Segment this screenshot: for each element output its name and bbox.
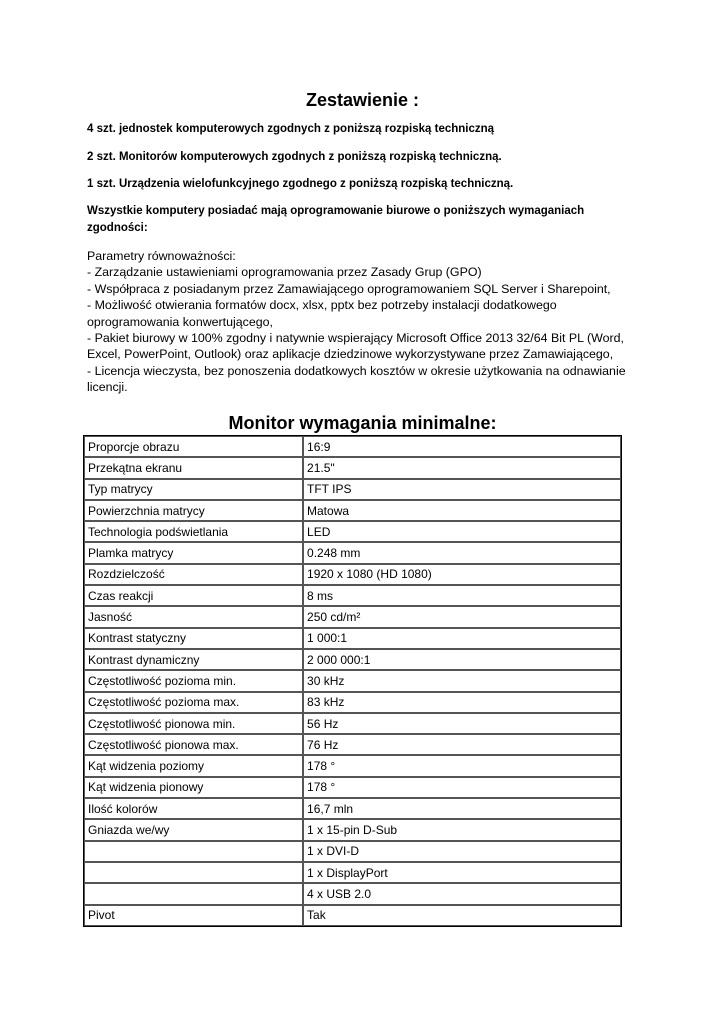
params-line: - Możliwość otwierania formatów docx, xlsx, pptx bez potrzeby instalacji dodatkowego [87, 298, 557, 313]
spec-value: Tak [303, 905, 621, 926]
table-row [84, 734, 621, 755]
table-row [84, 436, 621, 457]
monitor-spec-table [83, 435, 622, 927]
table-row [84, 777, 621, 798]
spec-value: LED [303, 521, 621, 542]
params-line: Parametry równoważności: [87, 249, 236, 263]
spec-value: 30 kHz [303, 670, 621, 691]
table-row [84, 542, 621, 563]
table-row [84, 479, 621, 500]
table-row [84, 457, 621, 478]
spec-value: 76 Hz [303, 734, 621, 755]
table-row [84, 862, 621, 883]
table-row [84, 564, 621, 585]
table-row [84, 692, 621, 713]
params-line: - Współpraca z posiadanym przez Zamawiającego oprogramowaniem SQL Server i Sharepoint, [87, 281, 611, 296]
equivalence-parameters [87, 248, 632, 396]
spec-value: TFT IPS [303, 479, 621, 500]
spec-value: 250 cd/m² [303, 606, 621, 627]
table-row [84, 819, 621, 840]
spec-name: Częstotliwość pozioma min. [84, 670, 303, 691]
spec-name: Ilość kolorów [84, 798, 303, 819]
spec-value: 2 000 000:1 [303, 649, 621, 670]
item-computers: 4 szt. jednostek komputerowych zgodnych z poniższą rozpiską techniczną [87, 123, 495, 135]
spec-name: Częstotliwość pozioma max. [84, 692, 303, 713]
spec-value: 21.5" [303, 457, 621, 478]
spec-name: Jasność [84, 606, 303, 627]
spec-name: Kąt widzenia poziomy [84, 755, 303, 776]
table-row [84, 905, 621, 926]
monitor-section-title: Monitor wymagania minimalne: [228, 413, 497, 433]
params-line: Excel, PowerPoint, Outlook) oraz aplikacje dziedzinowe wykorzystywane przez Zamawiającego, [87, 347, 614, 362]
table-row [84, 628, 621, 649]
spec-name: Rozdzielczość [84, 564, 303, 585]
spec-name: Proporcje obrazu [84, 436, 303, 457]
spec-name: Częstotliwość pionowa min. [84, 713, 303, 734]
params-line: - Zarządzanie ustawieniami oprogramowania przez Zasady Grup (GPO) [87, 265, 482, 280]
spec-name: Pivot [84, 905, 303, 926]
spec-value: 0.248 mm [303, 542, 621, 563]
item-multifunction-device: 1 szt. Urządzenia wielofunkcyjnego zgodnego z poniższą rozpiską techniczną. [87, 178, 514, 190]
spec-value: 16:9 [303, 436, 621, 457]
spec-value: 56 Hz [303, 713, 621, 734]
params-line: oprogramowania konwertującego, [87, 314, 273, 329]
spec-value: 1920 x 1080 (HD 1080) [303, 564, 621, 585]
spec-value: 8 ms [303, 585, 621, 606]
spec-value: 1 x DisplayPort [303, 862, 621, 883]
spec-name: Kontrast dynamiczny [84, 649, 303, 670]
spec-name: Typ matrycy [84, 479, 303, 500]
table-row [84, 883, 621, 904]
spec-name: Kontrast statyczny [84, 628, 303, 649]
spec-name: Gniazda we/wy [84, 819, 303, 840]
table-row [84, 606, 621, 627]
spec-value: 1 x 15-pin D-Sub [303, 819, 621, 840]
table-row [84, 713, 621, 734]
table-row [84, 585, 621, 606]
table-row [84, 798, 621, 819]
spec-value: 16,7 mln [303, 798, 621, 819]
spec-value: 1 000:1 [303, 628, 621, 649]
spec-name [84, 841, 303, 862]
spec-value: 178 ° [303, 755, 621, 776]
spec-value: 178 ° [303, 777, 621, 798]
spec-name: Przekątna ekranu [84, 457, 303, 478]
table-row [84, 649, 621, 670]
spec-value: 1 x DVI-D [303, 841, 621, 862]
spec-name: Częstotliwość pionowa max. [84, 734, 303, 755]
spec-name: Technologia podświetlania [84, 521, 303, 542]
spec-name: Powierzchnia matrycy [84, 500, 303, 521]
item-monitors: 2 szt. Monitorów komputerowych zgodnych z poniższą rozpiską techniczną. [87, 151, 502, 163]
document-title: Zestawienie : [305, 90, 420, 110]
spec-value: Matowa [303, 500, 621, 521]
spec-name: Kąt widzenia pionowy [84, 777, 303, 798]
software-requirement-line-1: Wszystkie komputery posiadać mają oprogramowanie biurowe o poniższych wymaganiach [87, 205, 585, 217]
table-row [84, 841, 621, 862]
spec-name [84, 862, 303, 883]
spec-name [84, 883, 303, 904]
table-row [84, 755, 621, 776]
spec-value: 83 kHz [303, 692, 621, 713]
spec-name: Czas reakcji [84, 585, 303, 606]
params-line: - Licencja wieczysta, bez ponoszenia dodatkowych kosztów w okresie użytkowania na odnawianie [87, 363, 626, 378]
params-line: licencji. [87, 380, 128, 395]
table-row [84, 670, 621, 691]
spec-value: 4 x USB 2.0 [303, 883, 621, 904]
table-row [84, 521, 621, 542]
params-line: - Pakiet biurowy w 100% zgodny i natywnie wspierający Microsoft Office 2013 32/64 Bit PL (Word, [87, 331, 624, 346]
spec-name: Plamka matrycy [84, 542, 303, 563]
table-row [84, 500, 621, 521]
software-requirement-line-2: zgodności: [87, 222, 148, 234]
